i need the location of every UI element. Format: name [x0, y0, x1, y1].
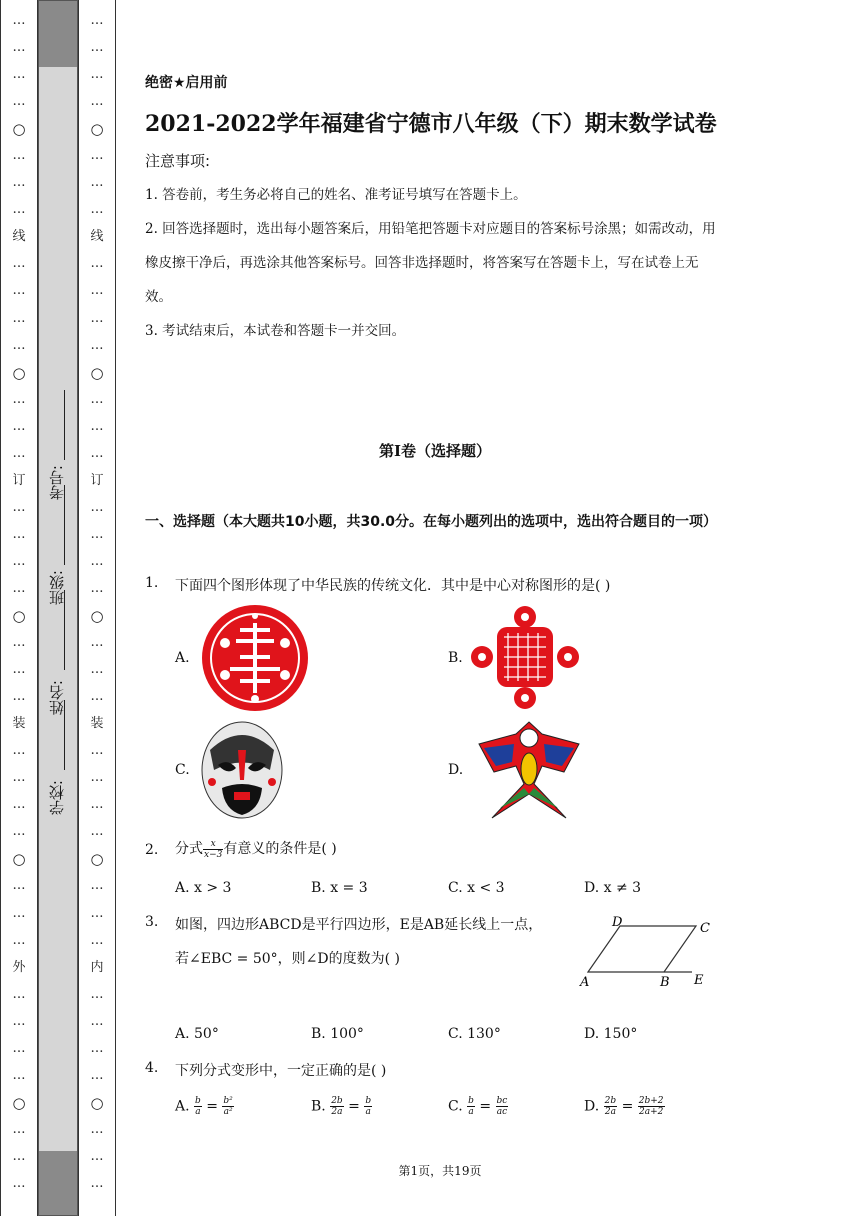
inner-binding-marks	[79, 0, 115, 1216]
q4-c-left-num: b	[468, 1096, 474, 1106]
opera-mask-image	[200, 720, 285, 820]
notice-item-3: 3. 考试结束后，本试卷和答题卡一并交回。	[145, 323, 406, 339]
q4-d-left-num: 2b	[604, 1096, 617, 1106]
binding-mark: …	[90, 1148, 104, 1164]
binding-mark: …	[90, 175, 104, 191]
q2-frac-den: x−3	[204, 849, 223, 860]
section-title: 一、选择题（本大题共10小题，共30.0分。在每小题列出的选项中，选出符合题目的一项）	[145, 514, 718, 530]
strip-cap-bottom	[39, 1151, 77, 1215]
binding-mark: …	[90, 743, 104, 759]
notice-heading: 注意事项:	[145, 152, 211, 170]
binding-mark: …	[90, 1175, 104, 1191]
q2-option-b[interactable]: B. x = 3	[311, 880, 368, 896]
binding-mark: ○	[12, 607, 26, 625]
binding-mark: …	[90, 770, 104, 786]
q4-b-right-den: a	[365, 1107, 371, 1117]
binding-mark: ○	[12, 850, 26, 869]
q2-option-a[interactable]: A. x > 3	[175, 880, 232, 896]
binding-mark: 内	[90, 959, 104, 975]
binding-mark: …	[90, 94, 104, 110]
binding-mark: …	[12, 418, 26, 434]
q4-d-label: D.	[584, 1098, 600, 1115]
secret-mark: 绝密★启用前	[145, 75, 228, 91]
binding-mark: …	[90, 932, 104, 948]
binding-mark: …	[90, 986, 104, 1002]
binding-mark: …	[90, 391, 104, 407]
q1-option-a[interactable]: A.	[175, 650, 190, 666]
binding-mark: …	[12, 391, 26, 407]
q4-option-b[interactable]: B. $\frac{2b}{2a}$ = $\frac{b}{a}$	[311, 1096, 372, 1117]
q4-option-a[interactable]: A. $\frac{b}{a}$ = $\frac{\text{b²}}{\text{a²}}$	[175, 1096, 233, 1117]
chinese-knot-image	[470, 605, 580, 710]
binding-mark: …	[90, 824, 104, 840]
binding-mark: …	[12, 878, 26, 894]
q4-b-left-den: 2a	[331, 1107, 343, 1117]
q3-number: 3.	[145, 914, 159, 930]
q1-option-d[interactable]: D.	[448, 762, 464, 778]
q1-text: 下面四个图形体现了中华民族的传统文化．其中是中心对称图形的是( )	[175, 578, 611, 594]
page-footer: 第1页，共19页	[398, 1164, 482, 1178]
binding-mark: …	[12, 986, 26, 1002]
binding-mark: …	[12, 1175, 26, 1191]
binding-mark: …	[12, 905, 26, 921]
binding-mark: …	[12, 1148, 26, 1164]
binding-mark: 装	[90, 716, 104, 732]
binding-mark: ○	[90, 850, 104, 869]
binding-mark: …	[90, 40, 104, 56]
binding-mark: …	[12, 635, 26, 651]
q3-option-c[interactable]: C. 130°	[448, 1026, 501, 1042]
binding-mark: …	[12, 337, 26, 353]
binding-mark: …	[12, 770, 26, 786]
binding-mark: …	[12, 662, 26, 678]
binding-mark: ○	[12, 1093, 26, 1112]
binding-mark: …	[90, 310, 104, 326]
binding-mark: …	[12, 553, 26, 569]
class-label: 班级:	[48, 570, 66, 606]
q1-option-b[interactable]: B.	[448, 650, 463, 666]
binding-mark: …	[90, 553, 104, 569]
binding-mark: …	[12, 310, 26, 326]
q3-option-b[interactable]: B. 100°	[311, 1026, 364, 1042]
school-label: 学校:	[48, 780, 66, 816]
q3-option-a[interactable]: A. 50°	[175, 1026, 219, 1042]
binding-mark: ○	[90, 1093, 104, 1112]
binding-mark: …	[90, 1013, 104, 1029]
binding-mark: …	[90, 797, 104, 813]
binding-mark: …	[90, 905, 104, 921]
outer-binding-marks	[1, 0, 37, 1216]
binding-mark: 订	[12, 472, 26, 488]
exam-no-label: 考号:	[48, 465, 66, 501]
binding-mark: ○	[12, 363, 26, 382]
q2-option-c[interactable]: C. x < 3	[448, 880, 505, 896]
binding-mark: …	[12, 689, 26, 705]
binding-mark: …	[12, 40, 26, 56]
paper-cut-circle-image	[200, 603, 310, 713]
binding-mark: …	[12, 1067, 26, 1083]
q3-line-1: 如图，四边形ABCD是平行四边形，E是AB延长线上一点，	[175, 917, 543, 933]
binding-mark: …	[90, 1121, 104, 1137]
binding-mark: …	[12, 932, 26, 948]
binding-mark: …	[12, 283, 26, 299]
binding-mark: …	[90, 689, 104, 705]
binding-mark: …	[12, 797, 26, 813]
binding-mark: …	[90, 445, 104, 461]
binding-mark: …	[12, 148, 26, 164]
binding-mark: …	[12, 1040, 26, 1056]
q4-d-right-den: 2a+2	[638, 1107, 664, 1117]
binding-mark: …	[90, 202, 104, 218]
q2-option-d[interactable]: D. x ≠ 3	[584, 880, 642, 896]
binding-mark: ○	[90, 607, 104, 625]
fig-label-c: C	[700, 921, 710, 936]
binding-mark: …	[12, 175, 26, 191]
binding-mark: …	[90, 67, 104, 83]
q4-number: 4.	[145, 1060, 159, 1076]
binding-mark: …	[90, 283, 104, 299]
binding-mark: …	[12, 202, 26, 218]
fig-label-b: B	[660, 975, 670, 990]
q4-text: 下列分式变形中，一定正确的是( )	[175, 1063, 387, 1079]
binding-mark: …	[12, 743, 26, 759]
binding-mark: …	[12, 824, 26, 840]
fig-label-e: E	[694, 973, 704, 988]
binding-mark: …	[90, 526, 104, 542]
binding-mark: …	[12, 94, 26, 110]
inner-binding-strip	[78, 0, 116, 1216]
binding-mark: …	[90, 1067, 104, 1083]
q1-number: 1.	[145, 575, 159, 591]
binding-mark: …	[90, 580, 104, 596]
binding-mark: …	[12, 256, 26, 272]
binding-mark: ○	[12, 120, 26, 139]
q2-text	[175, 838, 337, 860]
parallelogram-figure	[578, 912, 718, 992]
q4-c-right-num: bc	[496, 1096, 508, 1106]
notice-item-1: 1. 答卷前，考生务必将自己的姓名、准考证号填写在答题卡上。	[145, 187, 527, 203]
binding-mark: 订	[90, 472, 104, 488]
binding-mark: 装	[12, 716, 26, 732]
binding-mark: …	[90, 13, 104, 28]
binding-mark: ○	[90, 363, 104, 382]
notice-item-2: 2. 回答选择题时，选出每小题答案后，用铅笔把答题卡对应题目的答案标号涂黑；如需改动，用橡皮擦干净后，再选涂其他答案标号。回答非选择题时，将答案写在答题卡上，写在试卷上无效。	[145, 221, 716, 305]
q4-option-d[interactable]: D. $\frac{2b}{2a}$ = $\frac{2b+2}{2a+2}$	[584, 1096, 664, 1117]
binding-mark: …	[12, 499, 26, 515]
binding-mark: …	[90, 148, 104, 164]
binding-mark: 外	[12, 959, 26, 975]
q4-option-c[interactable]: C. $\frac{b}{a}$ = $\frac{bc}{ac}$	[448, 1096, 508, 1117]
q4-a-left-num: b	[195, 1096, 201, 1106]
fig-label-a: A	[580, 975, 590, 990]
student-info	[38, 360, 78, 820]
binding-mark: …	[12, 1121, 26, 1137]
q2-pre: 分式	[175, 841, 203, 857]
binding-mark: …	[12, 526, 26, 542]
binding-mark: …	[12, 580, 26, 596]
binding-mark: …	[90, 418, 104, 434]
binding-mark: …	[90, 499, 104, 515]
q4-b-label: B.	[311, 1098, 326, 1115]
strip-cap-top	[39, 1, 77, 67]
binding-mark: ○	[90, 120, 104, 139]
binding-mark: …	[90, 1040, 104, 1056]
binding-mark: …	[12, 13, 26, 28]
binding-mark: 线	[90, 229, 104, 245]
name-label: 姓名:	[48, 680, 66, 716]
q3-line-2: 若∠EBC = 50°，则∠D的度数为( )	[175, 951, 400, 967]
fig-label-d: D	[612, 915, 623, 930]
binding-mark: …	[90, 662, 104, 678]
swallow-kite-image	[474, 714, 584, 824]
q2-frac-num: x	[203, 839, 223, 850]
q4-a-right-num: b²	[223, 1096, 233, 1106]
q2-fraction	[203, 839, 223, 860]
q4-c-label: C.	[448, 1098, 463, 1115]
q4-a-label: A.	[175, 1098, 190, 1115]
q4-d-left-den: 2a	[604, 1107, 616, 1117]
q4-b-left-num: 2b	[331, 1096, 343, 1106]
binding-mark: …	[90, 635, 104, 651]
q1-option-c[interactable]: C.	[175, 762, 190, 778]
q4-a-right-den: a²	[223, 1107, 233, 1117]
binding-mark: …	[90, 256, 104, 272]
outer-binding-strip	[0, 0, 38, 1216]
q3-option-d[interactable]: D. 150°	[584, 1026, 638, 1042]
page-title: 2021-2022学年福建省宁德市八年级（下）期末数学试卷	[145, 111, 717, 137]
part-title: 第I卷（选择题）	[378, 442, 492, 460]
binding-mark: …	[90, 878, 104, 894]
binding-mark: …	[12, 445, 26, 461]
binding-mark: …	[90, 337, 104, 353]
q4-c-right-den: ac	[496, 1107, 508, 1117]
binding-mark: …	[12, 1013, 26, 1029]
q2-number: 2.	[145, 842, 159, 858]
q4-a-left-den: a	[195, 1107, 201, 1117]
binding-mark: …	[12, 67, 26, 83]
binding-mark: 线	[12, 229, 26, 245]
q4-d-right-num: 2b+2	[638, 1096, 664, 1106]
q2-post: 有意义的条件是( )	[223, 841, 337, 857]
q4-b-right-num: b	[365, 1096, 372, 1106]
q4-c-left-den: a	[468, 1107, 474, 1117]
